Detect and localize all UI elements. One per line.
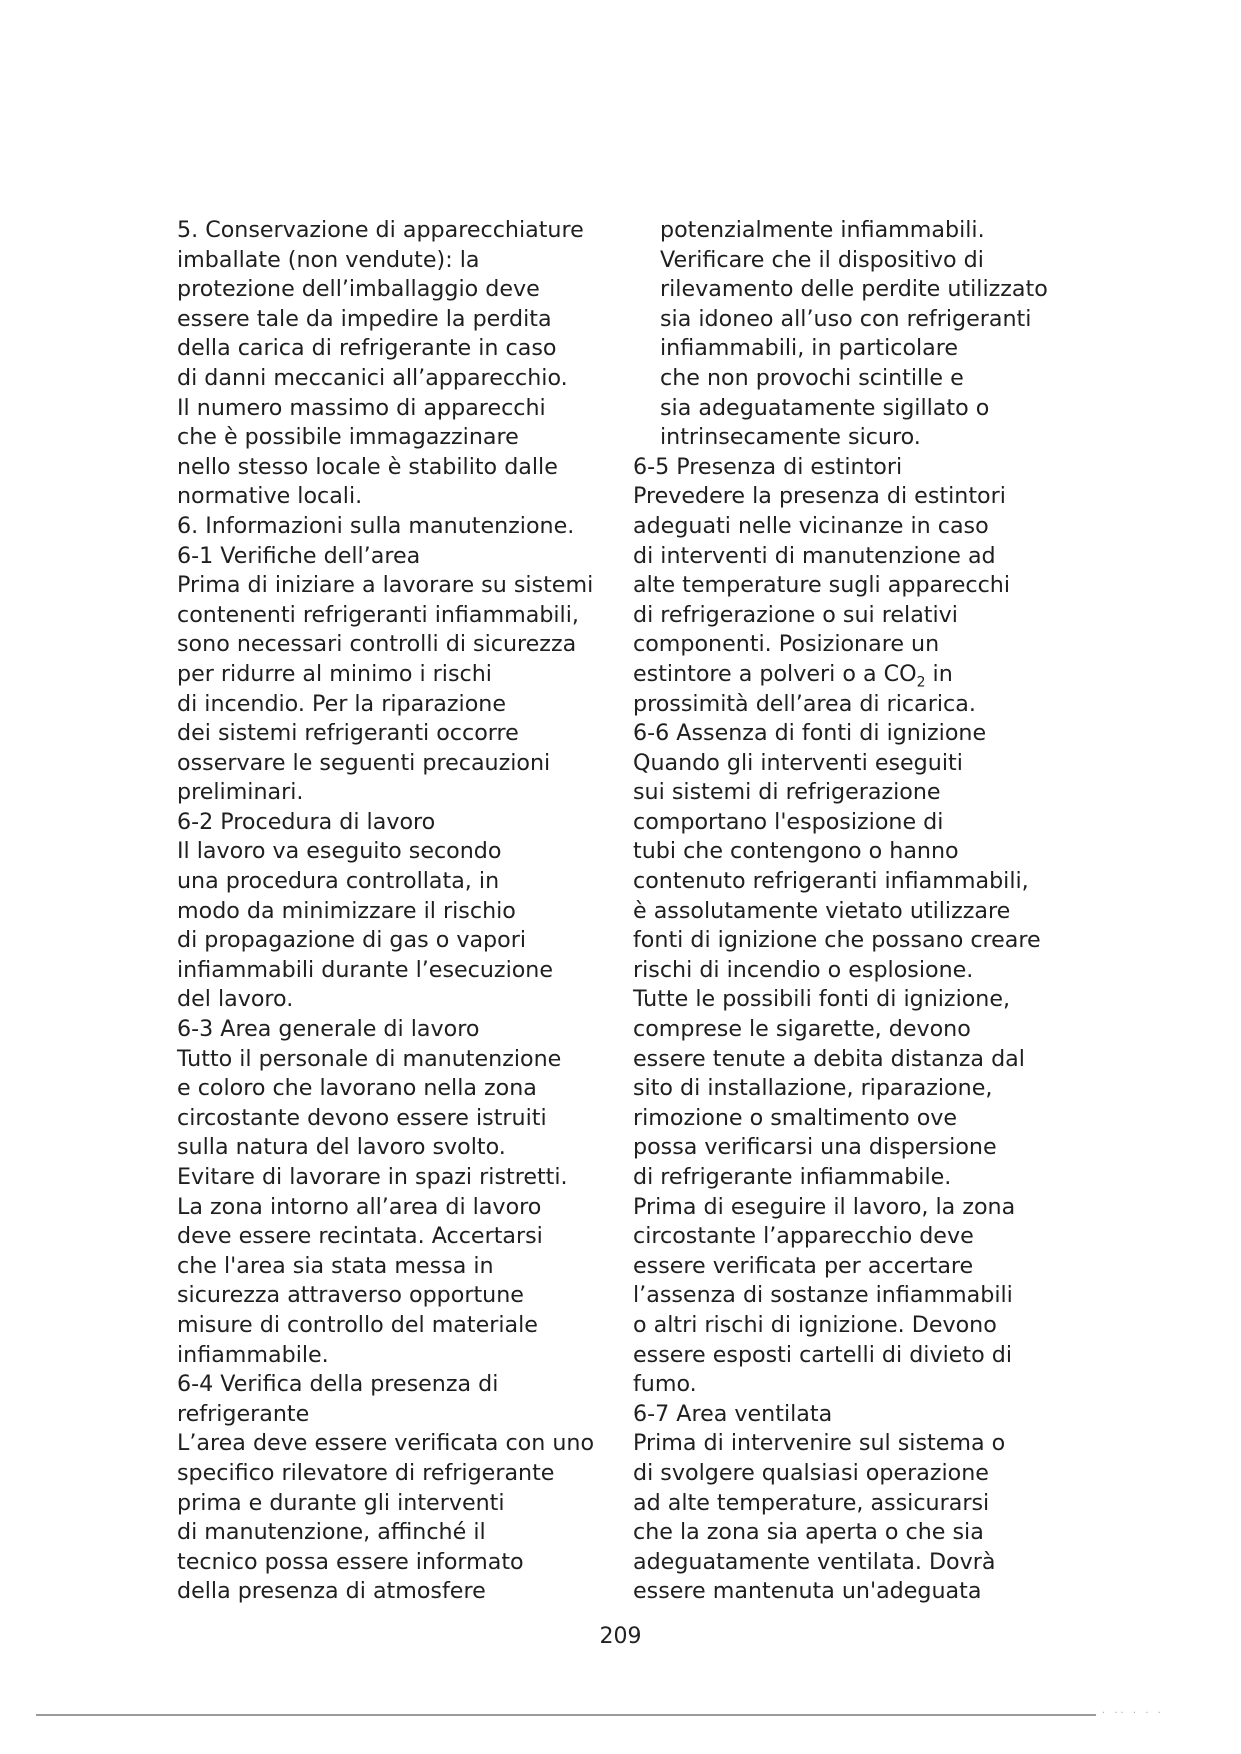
section-6-6-body: Quando gli interventi eseguiti sui sistemi di refrigerazione comportano l'esposizione di tubi che contengono o hanno contenuto refrigeranti infiammabili, è assolutamente vietato utilizzare fonti di ignizione che possano creare rischi di incendio o esplosione. Tutte le possibili fonti di ignizione, comprese le sigarette, devono essere tenute a debita distanza dal sito di installazione, riparazione, rimozione o smaltimento ove possa verificarsi una dispersione di refrigerante infiammabile. Prima di eseguire il lavoro, la zona circostante l’apparecchio deve essere verificata per accertare l’assenza di sostanze infiammabili o altri rischi di ignizione. Devono essere esposti cartelli di divieto di fumo. [633,749,1041,1398]
section-6-7-title: 6-7 Area ventilata [633,1400,833,1427]
footer-divider [36,1714,1096,1716]
section-6-3-body: Tutto il personale di manutenzione e coloro che lavorano nella zona circostante devono essere istruiti sulla natura del lavoro svolto. Evitare di lavorare in spazi ristretti. La zona intorno all’area di lavoro deve essere recintata. Accertarsi che l'area sia stata messa in sicurezza attraverso opportune misure di controllo del materiale infiammabile. [177,1045,568,1368]
co2-subscript: 2 [916,674,926,691]
section-6-2-title: 6-2 Procedura di lavoro [177,808,436,835]
footer-dots-decoration: · ·· · · · [1102,1708,1164,1719]
section-6-1-body: Prima di iniziare a lavorare su sistemi contenenti refrigeranti infiammabili, sono necessari controlli di sicurezza per ridurre al minimo i rischi di incendio. Per la riparazione dei sistemi refrigeranti occorre osservare le seguenti precauzioni preliminari. [177,572,594,806]
co2-line: estintore a polveri o a $CO_2$ in [633,660,953,691]
section-6-6-title: 6-6 Assenza di fonti di ignizione [633,720,987,747]
section-6-5-title: 6-5 Presenza di estintori [633,453,903,480]
page-number: 209 [599,1624,642,1649]
section-6-7-body: Prima di intervenire sul sistema o di svolgere qualsiasi operazione ad alte temperature, assicurarsi che la zona sia aperta o che sia adeguatamente ventilata. Dovrà essere mantenuta un'adeguata [633,1430,1006,1605]
right-column [633,216,1083,1607]
section-6-2-body: Il lavoro va eseguito secondo una procedura controllata, in modo da minimizzare il rischio di propagazione di gas o vapori infiammabili durante l’esecuzione del lavoro. [177,838,554,1013]
item-5: 5. Conservazione di apparecchiature imballate (non vendute): la protezione dell’imballaggio deve essere tale da impedire la perdita della carica di refrigerante in caso di danni meccanici all’apparecchio. Il numero massimo di apparecchi che è possibile immagazzinare nello stesso locale è stabilito dalle normative locali. [177,217,584,510]
section-6-5-body: Prevedere la presenza di estintori adeguati nelle vicinanze in caso di interventi di manutenzione ad alte temperature sugli apparecchi di refrigerazione o sui relativi componenti. Posizionare un estintore a polveri o a $CO_2$ in prossimità dell’area di ricarica. [633,482,1083,719]
section-6-4-body: L’area deve essere verificata con uno specifico rilevatore di refrigerante prima e durante gli interventi di manutenzione, affinché il tecnico possa essere informato della presenza di atmosfere [177,1430,595,1605]
section-6-1-title: 6-1 Verifiche dell’area [177,542,421,569]
section-6-4-continued: potenzialmente infiammabili. Verificare che il dispositivo di rilevamento delle perdite utilizzato sia idoneo all’uso con refrigeranti infiammabili, in particolare che non provochi scintille e sia adeguatamente sigillato o intrinsecamente sicuro. [660,217,1048,451]
section-6-3-title: 6-3 Area generale di lavoro [177,1016,480,1043]
section-6-title: 6. Informazioni sulla manutenzione. [177,512,575,539]
section-6-4-title: 6-4 Verifica della presenza di refrigerante [177,1371,499,1427]
left-column [177,216,617,1607]
